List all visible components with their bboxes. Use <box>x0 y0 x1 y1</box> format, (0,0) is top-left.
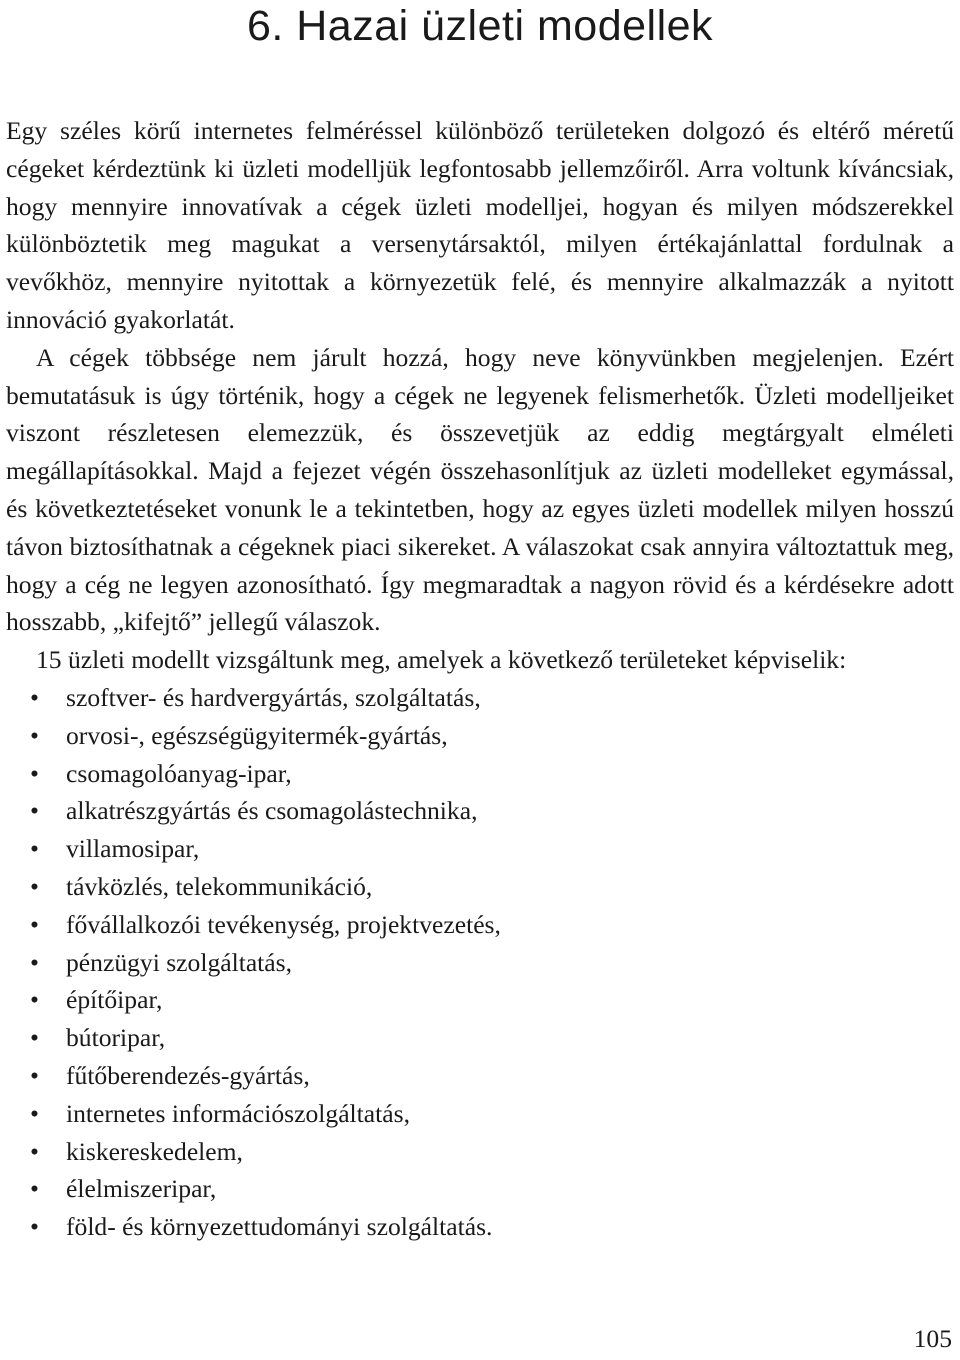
list-item-text: föld- és környezettudományi szolgáltatás. <box>66 1212 493 1242</box>
bullet-icon: • <box>30 1098 39 1128</box>
list-item <box>6 717 954 755</box>
list-item-text: internetes információszolgáltatás, <box>66 1098 410 1128</box>
list-item-text: fűtőberendezés-gyártás, <box>66 1060 310 1090</box>
list-item <box>6 1170 954 1208</box>
list-item-text: fővállalkozói tevékenység, projektvezetés, <box>66 909 501 939</box>
page-number: 105 <box>913 1324 952 1353</box>
bullet-icon: • <box>30 682 39 712</box>
bullet-icon: • <box>30 909 39 939</box>
bullet-icon: • <box>30 1136 39 1166</box>
list-item-text: orvosi-, egészségügyitermék-gyártás, <box>66 720 448 750</box>
bullet-icon: • <box>30 720 39 750</box>
bullet-icon: • <box>30 1174 39 1204</box>
bullet-icon: • <box>30 758 39 788</box>
list-item <box>6 792 954 830</box>
list-item <box>6 1095 954 1133</box>
list-item <box>6 830 954 868</box>
list-item <box>6 1019 954 1057</box>
list-item-text: szoftver- és hardvergyártás, szolgáltatás, <box>66 682 481 712</box>
list-item <box>6 679 954 717</box>
paragraph-list-intro: 15 üzleti modellt vizsgáltunk meg, amelyek a következő területeket képviselik: <box>36 645 847 675</box>
list-item-text: építőipar, <box>66 985 163 1015</box>
bullet-icon: • <box>30 1212 39 1242</box>
bullet-icon: • <box>30 1023 39 1053</box>
bullet-icon: • <box>30 796 39 826</box>
list-item <box>6 944 954 982</box>
bullet-icon: • <box>30 834 39 864</box>
list-item <box>6 1208 954 1246</box>
bullet-icon: • <box>30 985 39 1015</box>
list-item-text: távközlés, telekommunikáció, <box>66 871 373 901</box>
bullet-icon: • <box>30 947 39 977</box>
list-item-text: csomagolóanyag-ipar, <box>66 758 292 788</box>
paragraph-intro: Egy széles körű internetes felméréssel különböző területeken dolgozó és eltérő méretű cégeket kérdeztünk ki üzleti modelljük legfontosabb jellemzőiről. Arra voltunk kíváncsiak, hogy mennyire innovatívak a cégek üzleti modelljei, hogyan és milyen módszerekkel különböztetik meg magukat a versenytársaktól, milyen értékajánlattal fordulnak a vevőkhöz, mennyire nyitottak a környezetük felé, és mennyire alkalmazzák a nyitott innováció gyakorlatát. <box>6 116 954 334</box>
bullet-icon: • <box>30 871 39 901</box>
sector-list <box>6 679 954 1246</box>
list-item-text: kiskereskedelem, <box>66 1136 243 1166</box>
chapter-title-text: 6. Hazai üzleti modellek <box>246 2 714 50</box>
body-text <box>6 112 954 1246</box>
list-item-text: villamosipar, <box>66 834 200 864</box>
list-item-text: pénzügyi szolgáltatás, <box>66 947 293 977</box>
list-item <box>6 981 954 1019</box>
list-item <box>6 1133 954 1171</box>
list-item-text: alkatrészgyártás és csomagolástechnika, <box>66 796 478 826</box>
list-item <box>6 906 954 944</box>
paragraph-method: A cégek többsége nem járult hozzá, hogy neve könyvünkben megjelenjen. Ezért bemutatásuk is úgy történik, hogy a cégek ne legyenek felismerhetők. Üzleti modelljeiket viszont részletesen elemezzük, és összevetjük az eddig megtárgyalt elméleti megállapításokkal. Majd a fejezet végén összehasonlítjuk az üzleti modelleket egymással, és következtetéseket vonunk le a tekintetben, hogy az egyes üzleti modellek milyen hosszú távon biztosíthatnak a cégeknek piaci sikereket. A válaszokat csak annyira változtattuk meg, hogy a cég ne legyen azonosítható. Így megmaradtak a nagyon rövid és a kérdésekre adott hosszabb, „kifejtő” jellegű válaszok. <box>6 342 954 637</box>
bullet-icon: • <box>30 1060 39 1090</box>
list-item-text: élelmiszeripar, <box>66 1174 217 1204</box>
list-item <box>6 755 954 793</box>
chapter-title <box>0 0 960 52</box>
list-item <box>6 868 954 906</box>
list-item <box>6 1057 954 1095</box>
list-item-text: bútoripar, <box>66 1023 166 1053</box>
